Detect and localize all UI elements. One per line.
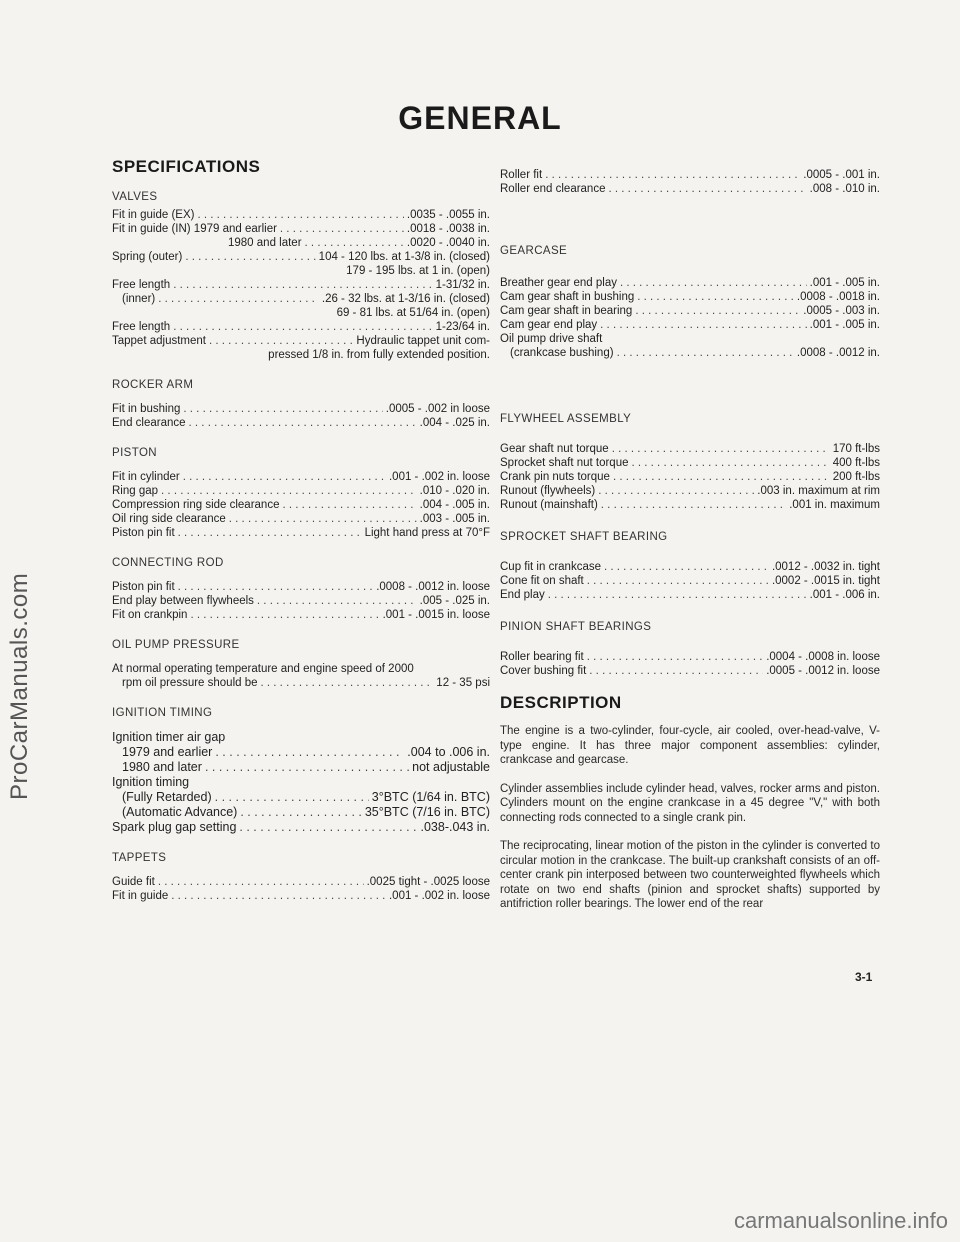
spec-value: .0008 - .0018 in. (796, 291, 880, 303)
ignition-heading: IGNITION TIMING (112, 707, 213, 719)
spec-label: Oil ring side clearance (112, 513, 226, 525)
left-column (112, 157, 490, 903)
spec-row (112, 222, 490, 236)
spec-row (500, 276, 880, 290)
spec-row (112, 676, 490, 690)
ignition-block (112, 730, 490, 835)
sprocket-bearing-heading: SPROCKET SHAFT BEARING (500, 531, 668, 543)
spec-value: .004 - .005 in. (419, 499, 490, 511)
spec-row (112, 470, 490, 484)
spec-label: Cam gear shaft in bearing (500, 305, 633, 317)
spec-row (500, 442, 880, 456)
spec-text: Ignition timer air gap (112, 730, 226, 744)
spec-row (500, 318, 880, 332)
spec-value: .0035 - .0055 in. (406, 209, 490, 221)
spec-row (112, 790, 490, 805)
spec-row (500, 290, 880, 304)
spec-value: 3°BTC (1/64 in. BTC) (371, 790, 490, 804)
spec-value: .0005 - .002 in loose (385, 403, 490, 415)
spec-row (500, 304, 880, 318)
spec-row (112, 526, 490, 540)
spec-value: .0008 - .0012 in. (796, 347, 880, 359)
spec-row (112, 208, 490, 222)
spec-label: Runout (mainshaft) (500, 499, 598, 511)
spec-value: .001 - .002 in. loose (388, 471, 490, 483)
spec-label: Breather gear end play (500, 277, 617, 289)
spec-label: End clearance (112, 417, 186, 429)
right-column (500, 168, 880, 926)
page-title: GENERAL (398, 100, 562, 136)
spec-value: .004 to .006 in. (407, 745, 490, 759)
watermark-procarmanuals: ProCarManuals.com (6, 572, 33, 800)
spec-value: .001 - .0015 in. loose (382, 609, 490, 621)
spec-row (112, 820, 490, 835)
spec-label: (inner) (122, 293, 156, 305)
description-paragraph: Cylinder assemblies include cylinder head, valves, rocker arms and piston. Cylinders mount on the engine crankcase in a 45 degree "V," with both connecting rods connected to a single crank pin. (500, 782, 880, 824)
spec-row (500, 346, 880, 360)
spec-label: Fit in guide (112, 890, 169, 902)
spec-row (112, 580, 490, 594)
spec-value: 170 ft-lbs (832, 443, 880, 455)
spec-row (500, 470, 880, 484)
spec-row (500, 484, 880, 498)
tappets-heading: TAPPETS (112, 852, 167, 864)
spec-value: .0005 - .0012 in. loose (766, 665, 880, 677)
valves-heading: VALVES (112, 191, 158, 203)
spec-value: .26 - 32 lbs. at 1-3/16 in. (closed) (321, 293, 490, 305)
spec-row (112, 594, 490, 608)
spec-value: Light hand press at 70°F (364, 527, 490, 539)
spec-row (112, 608, 490, 622)
spec-value: .0012 - .0032 in. tight (771, 561, 880, 573)
spec-row (112, 805, 490, 820)
spec-continuation: 179 - 195 lbs. at 1 in. (open) (346, 265, 490, 277)
spec-value: 35°BTC (7/16 in. BTC) (364, 805, 490, 819)
spec-row (500, 574, 880, 588)
spec-row (112, 416, 490, 430)
spec-label: Tappet adjustment (112, 335, 206, 347)
description-heading: DESCRIPTION (500, 693, 622, 712)
spec-label: Fit in guide (EX) (112, 209, 195, 221)
spec-value: .0020 - .0040 in. (406, 237, 490, 249)
spec-value: 1-31/32 in. (435, 279, 490, 291)
spec-continuation: 69 - 81 lbs. at 51/64 in. (open) (336, 307, 490, 319)
spec-row (112, 320, 490, 334)
spec-row (112, 292, 490, 306)
spec-label: End play between flywheels (112, 595, 254, 607)
spec-row (112, 334, 490, 348)
spec-value: .001 - .005 in. (809, 277, 880, 289)
spec-label: Fit in guide (IN) 1979 and earlier (112, 223, 277, 235)
spec-value: .001 in. maximum (789, 499, 880, 511)
spec-value: .0025 tight - .0025 loose (366, 876, 490, 888)
spec-label: Runout (flywheels) (500, 485, 596, 497)
spec-label: Cone fit on shaft (500, 575, 584, 587)
spec-row (112, 498, 490, 512)
spec-label: Cover bushing fit (500, 665, 587, 677)
spec-value: .0005 - .001 in. (803, 169, 880, 181)
spec-value: 12 - 35 psi (436, 677, 490, 689)
spec-value: .003 in. maximum at rim (757, 485, 880, 497)
spec-label: Guide fit (112, 876, 155, 888)
spec-label: rpm oil pressure should be (122, 677, 258, 689)
spec-row (500, 650, 880, 664)
spec-row (112, 236, 490, 250)
spec-label: Roller bearing fit (500, 651, 584, 663)
spec-label: Spark plug gap setting (112, 820, 237, 834)
page-number: 3-1 (855, 970, 873, 984)
spec-row (500, 560, 880, 574)
spec-value: .005 - .025 in. (419, 595, 490, 607)
spec-label: Cam gear shaft in bushing (500, 291, 635, 303)
spec-value: not adjustable (412, 760, 490, 774)
spec-value: .0018 - .0038 in. (406, 223, 490, 235)
spec-row (112, 402, 490, 416)
spec-label: Compression ring side clearance (112, 499, 280, 511)
spec-value: .001 - .006 in. (809, 589, 880, 601)
spec-row (112, 760, 490, 775)
spec-continuation: pressed 1/8 in. from fully extended position. (268, 349, 490, 361)
spec-label: End play (500, 589, 545, 601)
spec-row (112, 875, 490, 889)
spec-label: Roller fit (500, 169, 543, 181)
spec-value: 1-23/64 in. (435, 321, 490, 333)
pinion-heading: PINION SHAFT BEARINGS (500, 621, 652, 633)
spec-row (112, 745, 490, 760)
spec-value: .004 - .025 in. (419, 417, 490, 429)
spec-value: .003 - .005 in. (419, 513, 490, 525)
spec-text: Ignition timing (112, 775, 190, 789)
spec-label: Free length (112, 279, 171, 291)
spec-label: Spring (outer) (112, 251, 183, 263)
spec-row (500, 168, 880, 182)
spec-row (112, 278, 490, 292)
watermark-carmanualsonline: carmanualsonline.info (733, 1208, 948, 1233)
spec-label: (Fully Retarded) (122, 790, 212, 804)
piston-heading: PISTON (112, 447, 158, 459)
description-paragraph: The reciprocating, linear motion of the piston in the cylinder is converted to circular motion in the crankcase. The built-up crankshaft consists of an off-center crank pin interposed between two counterweighted flywheels which rotate on two end shafts (pinion and sprocket shafts) supported by antifriction roller bearings. The lower end of the rear (500, 840, 880, 910)
spec-value: .0004 - .0008 in. loose (766, 651, 880, 663)
spec-text: Oil pump drive shaft (500, 333, 603, 345)
oil-pump-heading: OIL PUMP PRESSURE (112, 639, 240, 651)
spec-label: Crank pin nuts torque (500, 471, 610, 483)
spec-label: 1980 and later (122, 760, 202, 774)
spec-row (500, 498, 880, 512)
spec-value: .0002 - .0015 in. tight (771, 575, 880, 587)
spec-row (500, 456, 880, 470)
spec-label: Gear shaft nut torque (500, 443, 609, 455)
description-paragraph: The engine is a two-cylinder, four-cycle, air cooled, over-head-valve, V-type engine. It has three major component assemblies: cylinder, crankcase and gearcase. (500, 725, 880, 766)
spec-row (500, 588, 880, 602)
spec-row (112, 484, 490, 498)
spec-row (500, 664, 880, 678)
spec-label: Piston pin fit (112, 527, 175, 539)
spec-label: Free length (112, 321, 171, 333)
spec-row (112, 889, 490, 903)
spec-value: .0008 - .0012 in. loose (376, 581, 490, 593)
spec-value: .001 - .002 in. loose (388, 890, 490, 902)
spec-value: 400 ft-lbs (832, 457, 880, 469)
spec-value: .038-.043 in. (420, 820, 490, 834)
spec-value: .0005 - .003 in. (803, 305, 880, 317)
spec-value: 104 - 120 lbs. at 1-3/8 in. (closed) (318, 251, 490, 263)
spec-label: Ring gap (112, 485, 159, 497)
spec-row (112, 250, 490, 264)
spec-label: Piston pin fit (112, 581, 175, 593)
spec-label: 1979 and earlier (122, 745, 213, 759)
spec-label: Sprocket shaft nut torque (500, 457, 629, 469)
spec-label: Roller end clearance (500, 183, 606, 195)
spec-value: .001 - .005 in. (809, 319, 880, 331)
spec-label: Cam gear end play (500, 319, 598, 331)
spec-value: .010 - .020 in. (419, 485, 490, 497)
spec-label: Fit in cylinder (112, 471, 180, 483)
spec-text: At normal operating temperature and engine speed of 2000 (112, 663, 414, 675)
gearcase-heading: GEARCASE (500, 245, 568, 257)
spec-label: Cup fit in crankcase (500, 561, 601, 573)
spec-label: Fit in bushing (112, 403, 181, 415)
specifications-heading: SPECIFICATIONS (112, 157, 261, 176)
spec-value: Hydraulic tappet unit com- (356, 335, 490, 347)
spec-value: .008 - .010 in. (809, 183, 880, 195)
connecting-rod-heading: CONNECTING ROD (112, 557, 224, 569)
spec-label: Fit on crankpin (112, 609, 188, 621)
spec-label: (crankcase bushing) (510, 347, 614, 359)
rocker-arm-heading: ROCKER ARM (112, 379, 194, 391)
spec-value: 200 ft-lbs (832, 471, 880, 483)
spec-row (112, 512, 490, 526)
flywheel-heading: FLYWHEEL ASSEMBLY (500, 413, 632, 425)
spec-row (500, 182, 880, 196)
spec-label: (Automatic Advance) (122, 805, 238, 819)
spec-label: 1980 and later (228, 237, 302, 249)
